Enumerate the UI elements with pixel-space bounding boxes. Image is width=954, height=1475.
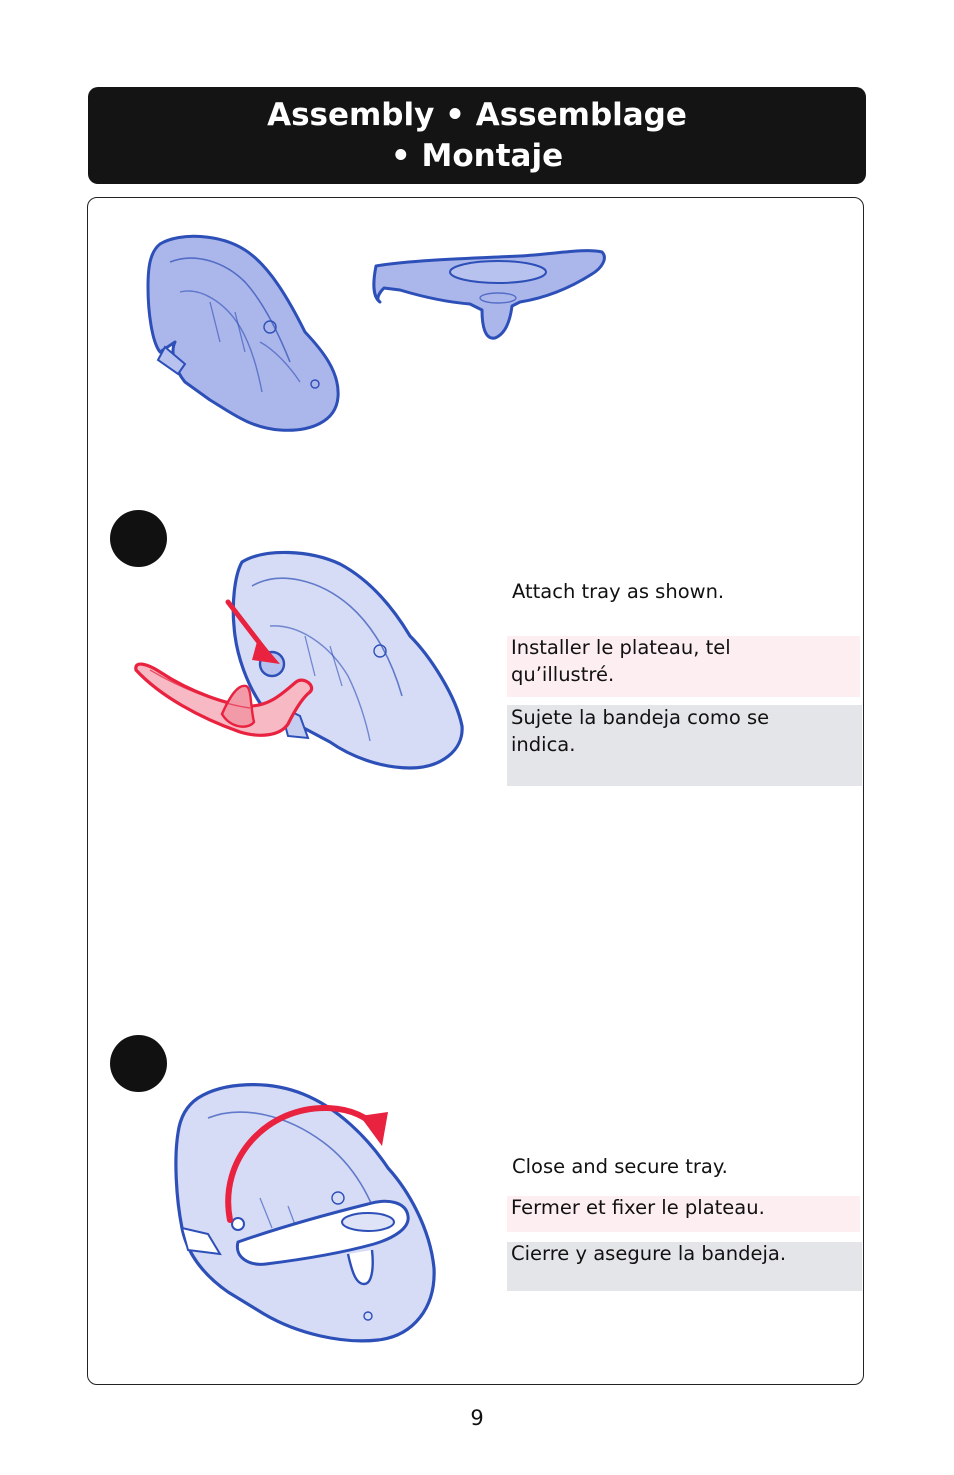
tray-illustration bbox=[370, 244, 610, 344]
page-title-line-1: Assembly • Assemblage bbox=[267, 97, 687, 133]
step-2-instruction-es: Cierre y asegure la bandeja. bbox=[511, 1242, 787, 1265]
step-2-marker bbox=[110, 1035, 167, 1092]
page-title-line-2: • Montaje bbox=[390, 138, 564, 174]
step-2-instruction-en: Close and secure tray. bbox=[512, 1155, 728, 1178]
step-2-illustration bbox=[168, 1078, 448, 1350]
step-1-instruction-fr: Installer le plateau, tel qu’illustré. bbox=[511, 636, 731, 686]
infant-seat-illustration bbox=[140, 232, 350, 437]
page-number: 9 bbox=[470, 1406, 484, 1430]
step-1-instruction-es: Sujete la bandeja como se indica. bbox=[511, 706, 770, 756]
step-1-illustration bbox=[130, 546, 470, 774]
step-1-instruction-en: Attach tray as shown. bbox=[512, 580, 725, 603]
page-title bbox=[88, 95, 866, 177]
step-2-instruction-fr: Fermer et fixer le plateau. bbox=[511, 1196, 765, 1219]
